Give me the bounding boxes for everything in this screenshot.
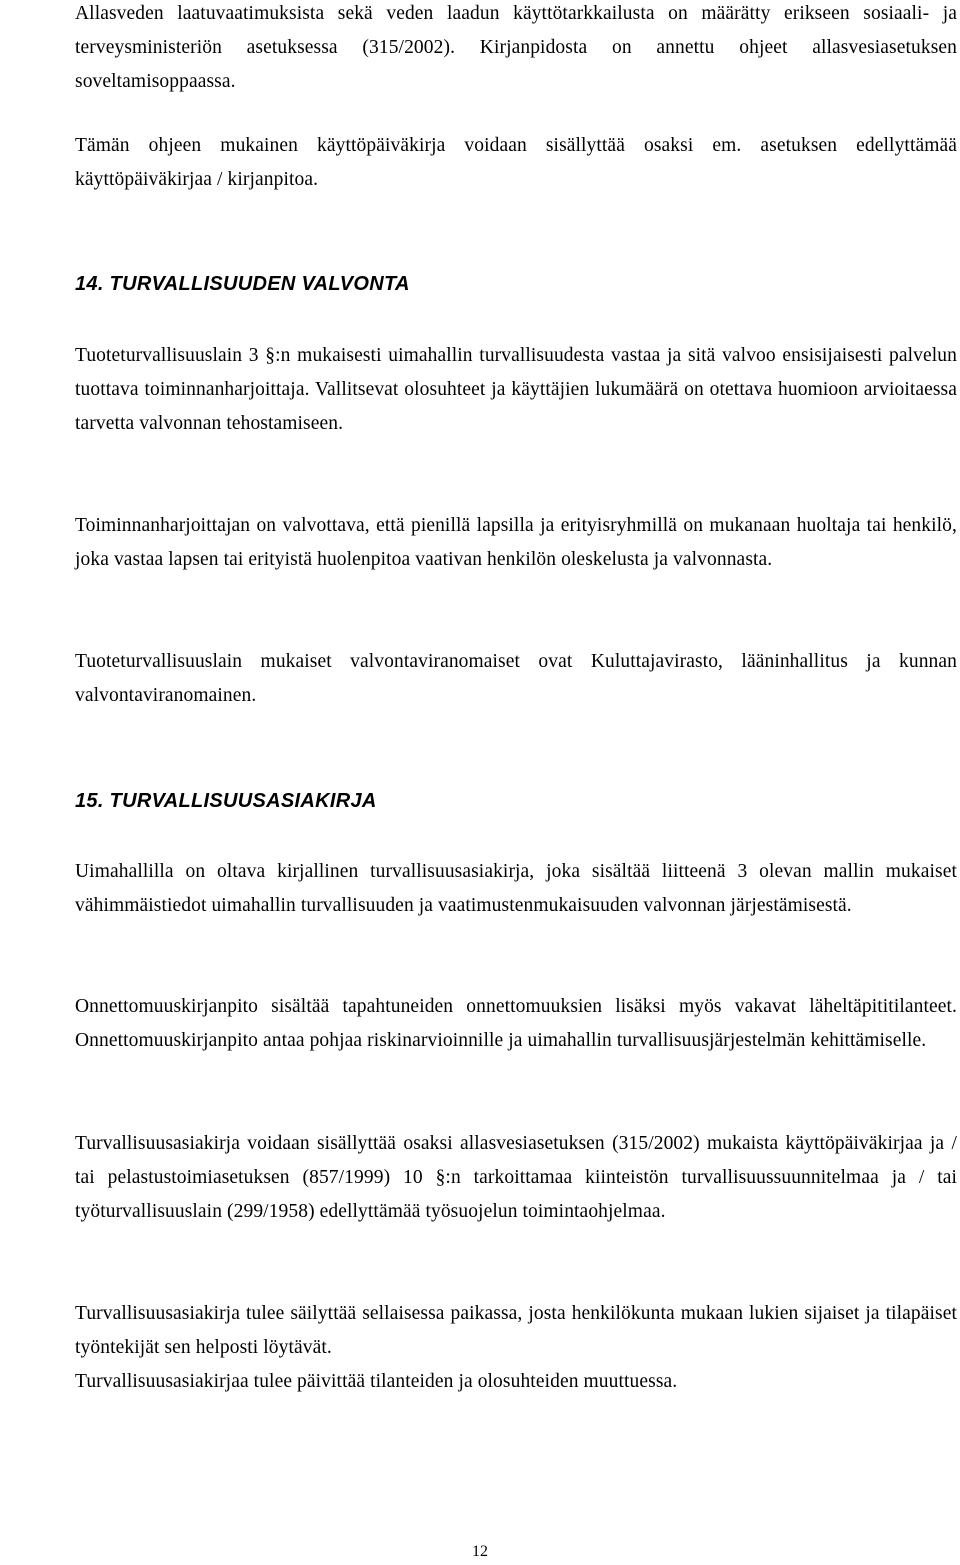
section-15-paragraph-5: Turvallisuusasiakirjaa tulee päivittää tilanteiden ja olosuhteiden muuttuessa. (75, 1371, 678, 1392)
section-15-heading: 15. TURVALLISUUSASIAKIRJA (75, 790, 377, 812)
section-15-paragraph-4: Turvallisuusasiakirja tulee säilyttää sellaisessa paikassa, josta henkilökunta mukaan lukien sijaiset ja tilapäiset työntekijät sen helposti löytävät. (75, 1303, 957, 1358)
section-14-paragraph-3: Tuoteturvallisuuslain mukaiset valvontaviranomaiset ovat Kuluttajavirasto, lääninhallitus ja kunnan valvontaviranomainen. (75, 651, 957, 706)
section-15-paragraph-2: Onnettomuuskirjanpito sisältää tapahtuneiden onnettomuuksien lisäksi myös vakavat läheltäpititilanteet. Onnettomuuskirjanpito antaa pohjaa riskinarvioinnille ja uimahallin turvallisuusjärjestelmän kehittämiselle. (75, 996, 957, 1051)
section-15-paragraph-1: Uimahallilla on oltava kirjallinen turvallisuusasiakirja, joka sisältää liitteenä 3 olevan mallin mukaiset vähimmäistiedot uimahallin turvallisuuden ja vaatimustenmukaisuuden valvonnan järjestämisestä. (75, 861, 957, 916)
section-14-paragraph-1: Tuoteturvallisuuslain 3 §:n mukaisesti uimahallin turvallisuudesta vastaa ja sitä valvoo ensisijaisesti palvelun tuottava toiminnanharjoittaja. Vallitsevat olosuhteet ja käyttäjien lukumäärä on otettava huomioon arvioitaessa tarvetta valvonnan tehostamiseen. (75, 345, 957, 434)
intro-paragraph-1: Allasveden laatuvaatimuksista sekä veden laadun käyttötarkkailusta on määrätty erikseen sosiaali- ja terveysministeriön asetuksessa (315/2002). Kirjanpidosta on annettu ohjeet allasvesiasetuksen soveltamisoppaassa. (75, 3, 957, 92)
intro-paragraph-2: Tämän ohjeen mukainen käyttöpäiväkirja voidaan sisällyttää osaksi em. asetuksen edellyttämää käyttöpäiväkirjaa / kirjanpitoa. (75, 135, 957, 190)
section-14-heading: 14. TURVALLISUUDEN VALVONTA (75, 273, 410, 295)
section-15-paragraph-3: Turvallisuusasiakirja voidaan sisällyttää osaksi allasvesiasetuksen (315/2002) mukaista käyttöpäiväkirjaa ja / tai pelastustoimiasetuksen (857/1999) 10 §:n tarkoittamaa kiinteistön turvallisuussuunnitelmaa ja / tai työturvallisuuslain (299/1958) edellyttämää työsuojelun toimintaohjelmaa. (75, 1133, 957, 1222)
section-14-paragraph-2: Toiminnanharjoittajan on valvottava, että pienillä lapsilla ja erityisryhmillä on mukanaan huoltaja tai henkilö, joka vastaa lapsen tai erityistä huolenpitoa vaativan henkilön oleskelusta ja valvonnasta. (75, 515, 957, 570)
page-number: 12 (472, 1543, 488, 1560)
